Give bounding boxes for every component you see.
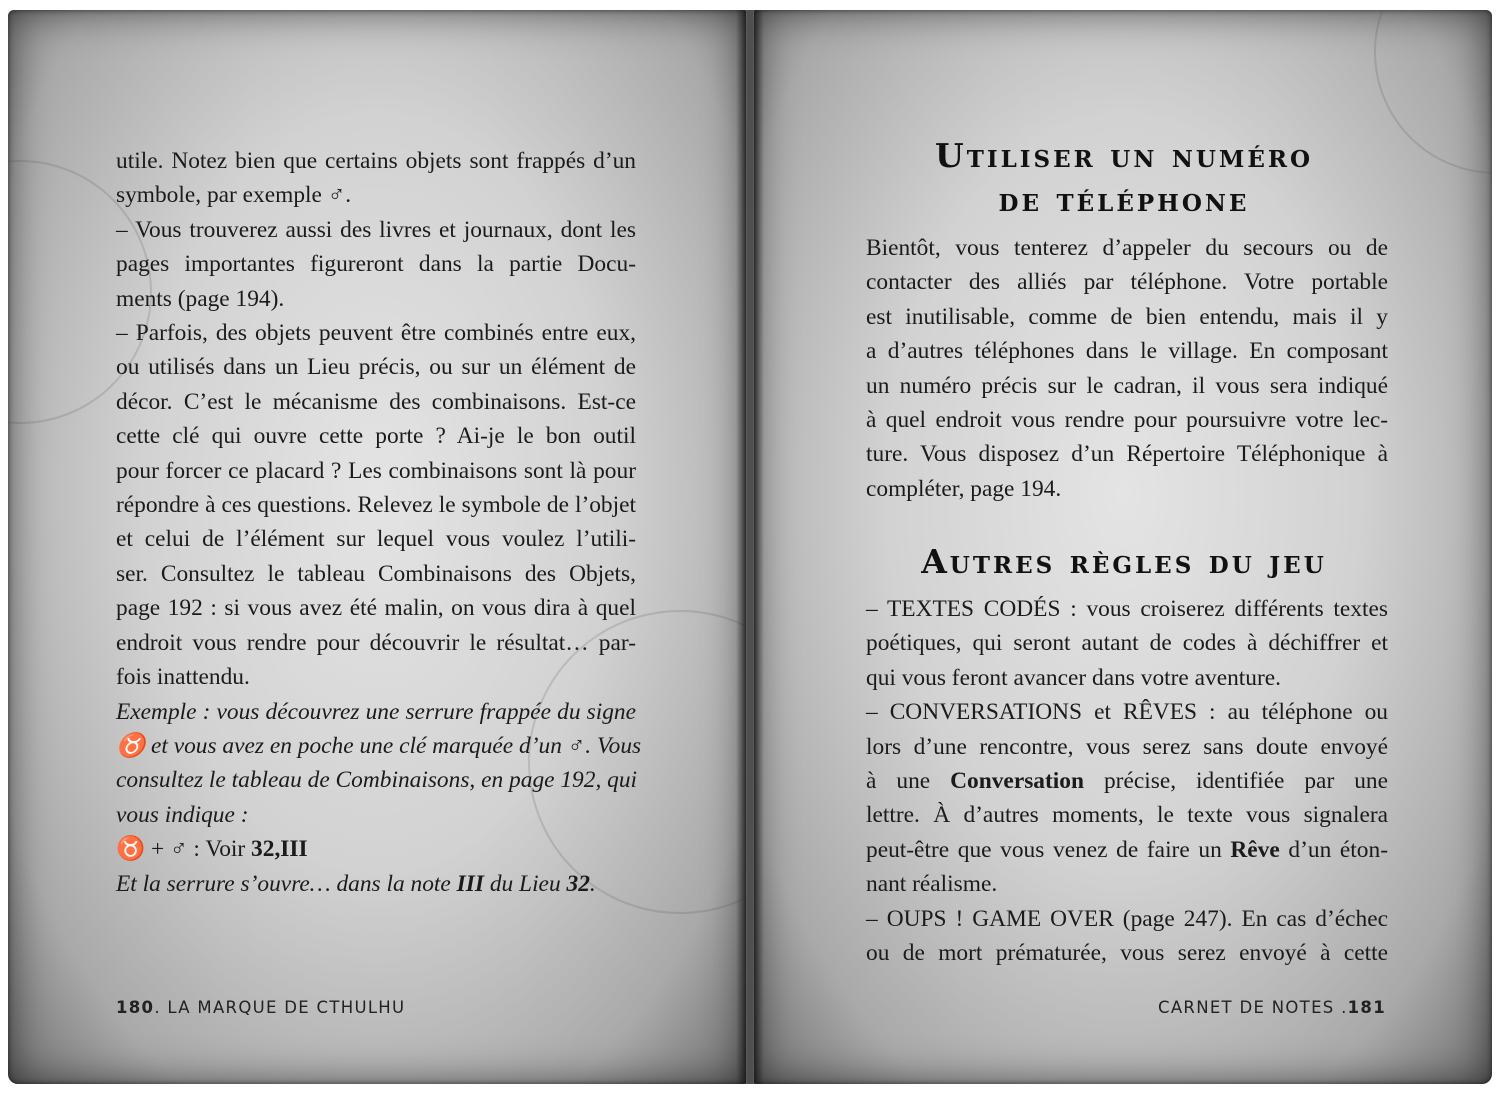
text-line: nant réalisme. (866, 871, 998, 898)
heading-line: de téléphone (998, 180, 1250, 219)
book-spread (8, 10, 1492, 1084)
right-page (754, 10, 1492, 1084)
text-line: Exemple : vous découvrez une serrure frappée du signe (116, 698, 636, 725)
conv-bold: Conversation (950, 768, 1084, 795)
text-line: fois inattendu. (116, 664, 250, 691)
text-line: utile. Notez bien que certains objets sont frappés d’un (116, 148, 636, 174)
text-line: ture. Vous disposez d’un Répertoire Téléphonique à (866, 441, 1388, 468)
reve-bold: Rêve (1230, 836, 1280, 863)
text-line: est inutilisable, comme de bien entendu, mais il y (866, 303, 1388, 330)
text-line: endroit vous rendre pour découvrir le résultat… par- (116, 629, 636, 656)
final-note-number: III (456, 870, 484, 897)
text-line: – TEXTES CODÉS : vous croiserez différents textes (866, 596, 1388, 622)
text-line: Bientôt, vous tenterez d’appeler du secours ou de (866, 235, 1388, 261)
left-paragraph-lines (116, 144, 636, 695)
conv-suffix: précise, identifiée par une (1084, 768, 1388, 795)
heading-phone-number (854, 134, 1394, 222)
text-line: ou de mort prématurée, vous serez envoyé à cette (866, 940, 1388, 967)
left-footer (116, 998, 405, 1017)
page-number: 181 (1347, 998, 1386, 1017)
combo-line (116, 832, 636, 866)
text-line: ser. Consultez le tableau Combinaisons des Objets, (116, 560, 636, 587)
text-line: vous indique : (116, 801, 249, 828)
text-line: cette clé qui ouvre cette porte ? Ai-je le bon outil (116, 423, 636, 450)
text-line: – CONVERSATIONS et RÊVES : au téléphone ou (866, 699, 1388, 726)
reve-suffix: d’un éton- (1279, 836, 1388, 863)
text-line: a d’autres téléphones dans le village. En composant (866, 338, 1388, 365)
example-lines (116, 695, 642, 833)
right-footer (1158, 998, 1386, 1017)
text-line: symbole, par exemple ♂. (116, 182, 352, 209)
text-line: ments (page 194). (116, 285, 285, 312)
rules-lines (866, 798, 1388, 832)
text-line: compléter, page 194. (866, 475, 1062, 502)
text-line: contacter des alliés par téléphone. Votre portable (866, 269, 1388, 296)
final-end: . (589, 870, 596, 897)
reve-prefix: peut-être que vous venez de faire un (866, 836, 1231, 863)
text-line: poétiques, qui seront autant de codes à déchiffrer et (866, 630, 1388, 657)
book-gutter (736, 10, 764, 1084)
final-prefix: Et la serrure s’ouvre… dans la note (116, 870, 457, 897)
conv-prefix: à une (866, 768, 951, 795)
combo-prefix: ♉ + ♂ : Voir (116, 836, 252, 863)
text-line: – Parfois, des objets peuvent être combinés entre eux, (116, 320, 636, 347)
text-line: lors d’une rencontre, vous serez sans doute envoyé (866, 733, 1388, 760)
final-mid: du Lieu (483, 870, 567, 897)
text-line: consultez le tableau de Combinaisons, en page 192, qui (116, 767, 638, 794)
final-lieu-number: 32 (566, 870, 590, 897)
text-line: et celui de l’élément sur lequel vous voulez l’utili- (116, 526, 636, 553)
text-line: page 192 : si vous avez été malin, on vous dira à quel (116, 595, 636, 622)
left-body-text (116, 144, 642, 901)
text-line: ♉ et vous avez en poche une clé marquée d’un ♂. Vous (116, 732, 642, 759)
text-line: répondre à ces questions. Relevez le symbole de l’objet (116, 492, 636, 519)
rules-paragraph (866, 592, 1388, 970)
heading-line: Utiliser un numéro (934, 136, 1314, 175)
text-line: pages importantes figureront dans la partie Docu- (116, 251, 636, 278)
heading-other-rules: Autres règles du jeu (921, 542, 1327, 581)
text-line: qui vous feront avancer dans votre aventure. (866, 664, 1282, 691)
text-line: un numéro précis sur le cadran, il vous sera indiqué (866, 372, 1388, 399)
text-line: décor. C’est le mécanisme des combinaisons. Est-ce (116, 388, 636, 415)
text-line: lettre. À d’autres moments, le texte vous signalera (866, 802, 1388, 829)
text-line: – Vous trouverez aussi des livres et journaux, dont les (116, 216, 636, 243)
rules-lines (866, 592, 1388, 764)
left-page (8, 10, 746, 1084)
phone-paragraph (866, 231, 1388, 506)
text-line: – OUPS ! GAME OVER (page 247). En cas d’échec (866, 905, 1388, 932)
text-line: ou utilisés dans un Lieu précis, ou sur un élément de (116, 354, 636, 381)
combo-bold: 32,III (251, 836, 308, 863)
reve-line (866, 833, 1388, 867)
footer-title: . LA MARQUE DE CTHULHU (154, 998, 406, 1017)
text-line: à quel endroit vous rendre pour poursuivre votre lec- (866, 407, 1388, 434)
footer-title: CARNET DE NOTES . (1158, 998, 1348, 1017)
page-number: 180 (116, 998, 155, 1017)
text-line: pour forcer ce placard ? Les combinaisons sont là pour (116, 457, 636, 484)
rules-lines (866, 867, 1388, 970)
conversation-line (866, 764, 1388, 798)
final-line (116, 867, 636, 901)
